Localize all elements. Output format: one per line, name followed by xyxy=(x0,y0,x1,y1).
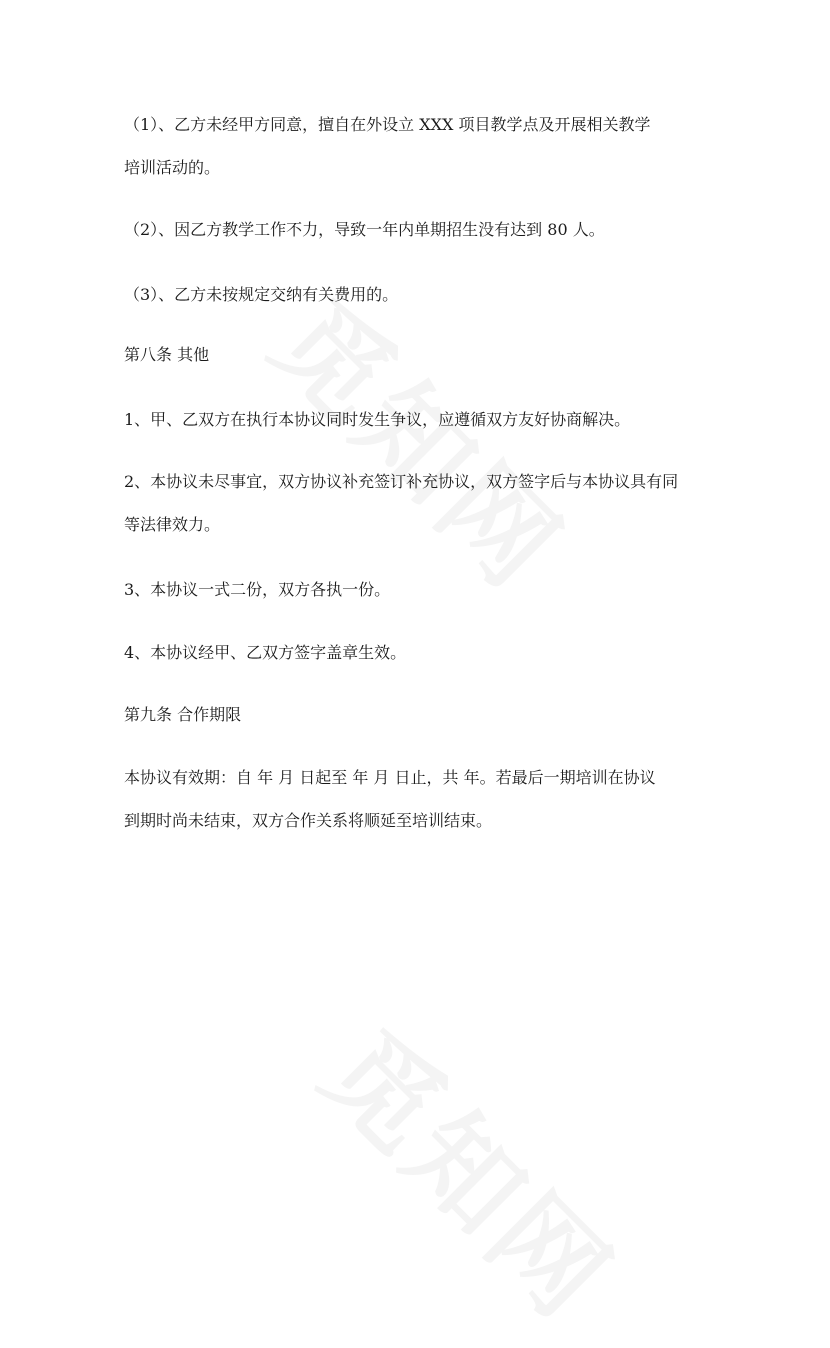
article-8-item-2-line-1: 2、本协议未尽事宜，双方协议补充签订补充协议，双方签字后与本协议具有同 xyxy=(124,472,679,491)
article-8-heading: 第八条 其他 xyxy=(124,345,210,364)
clause-item-2: （2）、因乙方教学工作不力，导致一年内单期招生没有达到 80 人。 xyxy=(124,220,605,239)
article-8-item-2-line-2: 等法律效力。 xyxy=(124,515,221,534)
article-9-line-1: 本协议有效期：自 年 月 日起至 年 月 日止，共 年。若最后一期培训在协议 xyxy=(124,768,656,787)
watermark xyxy=(245,260,603,618)
article-9-heading: 第九条 合作期限 xyxy=(124,705,242,724)
article-8-item-3: 3、本协议一式二份，双方各执一份。 xyxy=(124,580,391,599)
clause-item-1-line-1: （1）、乙方未经甲方同意，擅自在外设立 XXX 项目教学点及开展相关教学 xyxy=(124,115,651,134)
article-8-item-4: 4、本协议经甲、乙双方签字盖章生效。 xyxy=(124,643,407,662)
watermark-bottom xyxy=(295,990,653,1348)
clause-item-3: （3）、乙方未按规定交纳有关费用的。 xyxy=(124,285,399,304)
article-9-line-2: 到期时尚未结束，双方合作关系将顺延至培训结束。 xyxy=(124,811,493,830)
article-8-item-1: 1、甲、乙双方在执行本协议同时发生争议，应遵循双方友好协商解决。 xyxy=(124,410,631,429)
clause-item-1-line-2: 培训活动的。 xyxy=(124,158,221,177)
